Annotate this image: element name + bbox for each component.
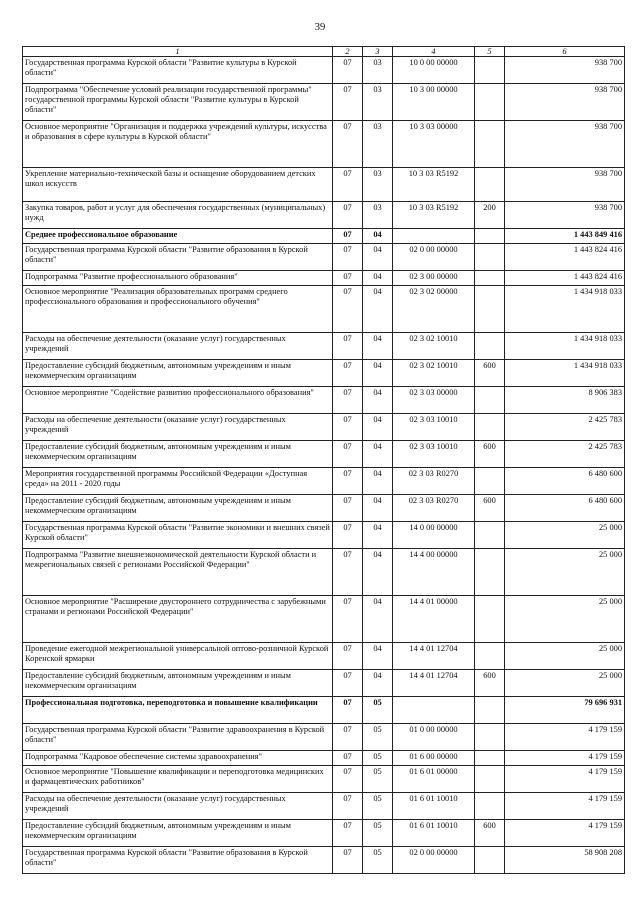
table-row	[23, 751, 625, 766]
row-subsection: 04	[363, 229, 393, 244]
row-subsection: 05	[363, 847, 393, 874]
budget-table	[22, 46, 625, 874]
row-target-code: 02 3 03 10010	[393, 441, 475, 468]
row-section: 07	[333, 522, 363, 549]
column-header-4: 4	[393, 47, 475, 57]
row-section: 07	[333, 414, 363, 441]
row-subsection: 04	[363, 596, 393, 643]
row-name: Основное мероприятие "Организация и поддержка учреждений культуры, искусства и образования в сфере культуры в Курской области"	[23, 121, 333, 168]
row-amount: 4 179 159	[505, 820, 625, 847]
table-row	[23, 724, 625, 751]
row-amount: 4 179 159	[505, 724, 625, 751]
table-row	[23, 121, 625, 168]
row-name: Подпрограмма "Развитие внешнеэкономической деятельности Курской области и межрегиональных связей с регионами Российской Федерации"	[23, 549, 333, 596]
row-section: 07	[333, 271, 363, 286]
row-section: 07	[333, 643, 363, 670]
row-target-code	[393, 229, 475, 244]
column-header-6: 6	[505, 47, 625, 57]
table-row	[23, 271, 625, 286]
row-name: Подпрограмма "Кадровое обеспечение системы здравоохранения"	[23, 751, 333, 766]
row-target-code: 02 0 00 00000	[393, 244, 475, 271]
row-section: 07	[333, 168, 363, 202]
row-name: Предоставление субсидий бюджетным, автономным учреждениям и иным некоммерческим организациям	[23, 360, 333, 387]
row-section: 07	[333, 596, 363, 643]
row-amount: 4 179 159	[505, 751, 625, 766]
table-row	[23, 360, 625, 387]
row-name: Мероприятия государственной программы Российской Федерации «Доступная среда» на 2011 - 2020 годы	[23, 468, 333, 495]
column-number-row	[23, 47, 625, 57]
row-subsection: 04	[363, 643, 393, 670]
table-row	[23, 697, 625, 724]
row-subsection: 05	[363, 766, 393, 793]
row-expense-type: 600	[475, 820, 505, 847]
row-amount: 79 696 931	[505, 697, 625, 724]
row-expense-type	[475, 697, 505, 724]
row-subsection: 04	[363, 414, 393, 441]
row-subsection: 04	[363, 271, 393, 286]
row-target-code: 10 3 03 00000	[393, 121, 475, 168]
row-name: Основное мероприятие "Расширение двустороннего сотрудничества с зарубежными странами и регионами Российской Федерации"	[23, 596, 333, 643]
row-target-code	[393, 697, 475, 724]
row-section: 07	[333, 468, 363, 495]
table-row	[23, 229, 625, 244]
row-subsection: 05	[363, 697, 393, 724]
row-expense-type	[475, 121, 505, 168]
row-name: Профессиональная подготовка, переподготовка и повышение квалификации	[23, 697, 333, 724]
row-name: Основное мероприятие "Реализация образовательных программ среднего профессионального образования и профессионального обучения"	[23, 286, 333, 333]
table-row	[23, 766, 625, 793]
row-amount: 25 000	[505, 596, 625, 643]
table-row	[23, 84, 625, 121]
table-row	[23, 333, 625, 360]
column-header-1: 1	[23, 47, 333, 57]
table-row	[23, 468, 625, 495]
row-subsection: 05	[363, 793, 393, 820]
row-name: Укрепление материально-технической базы и оснащение оборудованием детских школ искусств	[23, 168, 333, 202]
row-target-code: 14 4 01 00000	[393, 596, 475, 643]
row-section: 07	[333, 766, 363, 793]
row-expense-type: 600	[475, 360, 505, 387]
row-subsection: 04	[363, 468, 393, 495]
row-expense-type	[475, 643, 505, 670]
table-row	[23, 168, 625, 202]
row-expense-type	[475, 286, 505, 333]
row-amount: 25 000	[505, 549, 625, 596]
table-header	[23, 47, 625, 57]
row-target-code: 02 3 03 00000	[393, 387, 475, 414]
row-subsection: 04	[363, 522, 393, 549]
row-section: 07	[333, 202, 363, 229]
row-target-code: 01 6 01 10010	[393, 820, 475, 847]
row-amount: 938 700	[505, 57, 625, 84]
row-target-code: 10 3 03 R5192	[393, 168, 475, 202]
row-expense-type	[475, 766, 505, 793]
row-name: Проведение ежегодной межрегиональной универсальной оптово-розничной Курской Коренской ярмарки	[23, 643, 333, 670]
row-target-code: 02 3 02 00000	[393, 286, 475, 333]
row-expense-type	[475, 84, 505, 121]
row-expense-type	[475, 549, 505, 596]
row-target-code: 01 6 01 10010	[393, 793, 475, 820]
row-name: Предоставление субсидий бюджетным, автономным учреждениям и иным некоммерческим организациям	[23, 820, 333, 847]
row-subsection: 05	[363, 820, 393, 847]
row-target-code: 02 3 00 00000	[393, 271, 475, 286]
row-expense-type: 200	[475, 202, 505, 229]
row-expense-type	[475, 724, 505, 751]
table-row	[23, 670, 625, 697]
row-name: Расходы на обеспечение деятельности (оказание услуг) государственных учреждений	[23, 333, 333, 360]
row-section: 07	[333, 697, 363, 724]
row-amount: 1 434 918 033	[505, 333, 625, 360]
row-amount: 1 443 824 416	[505, 244, 625, 271]
row-amount: 938 700	[505, 121, 625, 168]
row-name: Подпрограмма "Развитие профессионального образования"	[23, 271, 333, 286]
row-amount: 25 000	[505, 670, 625, 697]
row-expense-type	[475, 847, 505, 874]
row-subsection: 05	[363, 751, 393, 766]
row-target-code: 01 0 00 00000	[393, 724, 475, 751]
row-amount: 1 434 918 033	[505, 360, 625, 387]
column-header-5: 5	[475, 47, 505, 57]
row-target-code: 14 0 00 00000	[393, 522, 475, 549]
row-expense-type: 600	[475, 441, 505, 468]
row-target-code: 14 4 01 12704	[393, 643, 475, 670]
row-subsection: 03	[363, 121, 393, 168]
row-amount: 1 443 849 416	[505, 229, 625, 244]
row-section: 07	[333, 360, 363, 387]
row-amount: 1 434 918 033	[505, 286, 625, 333]
table-row	[23, 495, 625, 522]
row-target-code: 14 4 00 00000	[393, 549, 475, 596]
row-expense-type	[475, 793, 505, 820]
page-number: 39	[314, 22, 326, 33]
row-section: 07	[333, 670, 363, 697]
row-section: 07	[333, 57, 363, 84]
row-section: 07	[333, 286, 363, 333]
table-row	[23, 441, 625, 468]
row-amount: 6 480 600	[505, 468, 625, 495]
row-name: Государственная программа Курской области "Развитие экономики и внешних связей Курской области"	[23, 522, 333, 549]
row-expense-type	[475, 271, 505, 286]
row-subsection: 04	[363, 333, 393, 360]
table-row	[23, 643, 625, 670]
row-target-code: 10 3 03 R5192	[393, 202, 475, 229]
row-expense-type	[475, 57, 505, 84]
row-name: Расходы на обеспечение деятельности (оказание услуг) государственных учреждений	[23, 414, 333, 441]
row-subsection: 03	[363, 84, 393, 121]
row-subsection: 04	[363, 549, 393, 596]
row-name: Предоставление субсидий бюджетным, автономным учреждениям и иным некоммерческим организациям	[23, 670, 333, 697]
row-target-code: 02 0 00 00000	[393, 847, 475, 874]
row-subsection: 04	[363, 495, 393, 522]
row-subsection: 04	[363, 670, 393, 697]
row-target-code: 02 3 03 R0270	[393, 468, 475, 495]
row-expense-type	[475, 168, 505, 202]
row-amount: 25 000	[505, 643, 625, 670]
row-subsection: 05	[363, 724, 393, 751]
row-amount: 58 908 208	[505, 847, 625, 874]
table-row	[23, 793, 625, 820]
row-amount: 8 906 383	[505, 387, 625, 414]
row-expense-type	[475, 387, 505, 414]
row-target-code: 01 6 01 00000	[393, 766, 475, 793]
table-row	[23, 286, 625, 333]
row-section: 07	[333, 333, 363, 360]
row-subsection: 04	[363, 387, 393, 414]
row-target-code: 02 3 02 10010	[393, 360, 475, 387]
row-expense-type	[475, 229, 505, 244]
row-expense-type	[475, 522, 505, 549]
row-expense-type	[475, 244, 505, 271]
row-name: Основное мероприятие "Повышение квалификации и переподготовка медицинских и фармацевтических работников"	[23, 766, 333, 793]
row-section: 07	[333, 495, 363, 522]
row-section: 07	[333, 84, 363, 121]
row-amount: 4 179 159	[505, 766, 625, 793]
row-subsection: 04	[363, 244, 393, 271]
row-name: Государственная программа Курской области "Развитие образования в Курской области"	[23, 244, 333, 271]
row-section: 07	[333, 751, 363, 766]
table-row	[23, 522, 625, 549]
row-expense-type	[475, 751, 505, 766]
row-expense-type: 600	[475, 495, 505, 522]
row-section: 07	[333, 229, 363, 244]
row-subsection: 03	[363, 202, 393, 229]
row-expense-type	[475, 414, 505, 441]
row-target-code: 10 0 00 00000	[393, 57, 475, 84]
row-section: 07	[333, 724, 363, 751]
row-amount: 938 700	[505, 84, 625, 121]
table-row	[23, 414, 625, 441]
row-section: 07	[333, 793, 363, 820]
row-expense-type	[475, 333, 505, 360]
row-subsection: 03	[363, 168, 393, 202]
row-amount: 6 480 600	[505, 495, 625, 522]
table-row	[23, 202, 625, 229]
row-name: Расходы на обеспечение деятельности (оказание услуг) государственных учреждений	[23, 793, 333, 820]
row-expense-type: 600	[475, 670, 505, 697]
table-row	[23, 549, 625, 596]
table-row	[23, 57, 625, 84]
row-name: Государственная программа Курской области "Развитие образования в Курской области"	[23, 847, 333, 874]
row-section: 07	[333, 441, 363, 468]
row-expense-type	[475, 468, 505, 495]
row-name: Среднее профессиональное образование	[23, 229, 333, 244]
row-section: 07	[333, 820, 363, 847]
row-name: Предоставление субсидий бюджетным, автономным учреждениям и иным некоммерческим организациям	[23, 441, 333, 468]
row-name: Предоставление субсидий бюджетным, автономным учреждениям и иным некоммерческим организациям	[23, 495, 333, 522]
row-amount: 25 000	[505, 522, 625, 549]
row-target-code: 02 3 03 R0270	[393, 495, 475, 522]
row-expense-type	[475, 596, 505, 643]
table-row	[23, 847, 625, 874]
row-subsection: 04	[363, 286, 393, 333]
column-header-2: 2	[333, 47, 363, 57]
row-target-code: 10 3 00 00000	[393, 84, 475, 121]
row-name: Основное мероприятие "Содействие развитию профессионального образования"	[23, 387, 333, 414]
row-amount: 2 425 783	[505, 414, 625, 441]
table-row	[23, 244, 625, 271]
row-name: Закупка товаров, работ и услуг для обеспечения государственных (муниципальных) нужд	[23, 202, 333, 229]
table-body	[23, 57, 625, 874]
row-name: Подпрограмма "Обеспечение условий реализации государственной программы" государственной программы Курской области "Развитие культуры в Курской области"	[23, 84, 333, 121]
row-section: 07	[333, 244, 363, 271]
row-section: 07	[333, 549, 363, 596]
row-name: Государственная программа Курской области "Развитие здравоохранения в Курской области"	[23, 724, 333, 751]
column-header-3: 3	[363, 47, 393, 57]
row-target-code: 01 6 00 00000	[393, 751, 475, 766]
row-amount: 4 179 159	[505, 793, 625, 820]
row-name: Государственная программа Курской области "Развитие культуры в Курской области"	[23, 57, 333, 84]
table-row	[23, 387, 625, 414]
row-section: 07	[333, 847, 363, 874]
row-subsection: 03	[363, 57, 393, 84]
row-section: 07	[333, 387, 363, 414]
row-subsection: 04	[363, 360, 393, 387]
row-subsection: 04	[363, 441, 393, 468]
row-amount: 938 700	[505, 168, 625, 202]
row-amount: 1 443 824 416	[505, 271, 625, 286]
table-row	[23, 820, 625, 847]
row-amount: 2 425 783	[505, 441, 625, 468]
row-target-code: 02 3 02 10010	[393, 333, 475, 360]
table-row	[23, 596, 625, 643]
row-target-code: 14 4 01 12704	[393, 670, 475, 697]
row-target-code: 02 3 03 10010	[393, 414, 475, 441]
row-amount: 938 700	[505, 202, 625, 229]
row-section: 07	[333, 121, 363, 168]
